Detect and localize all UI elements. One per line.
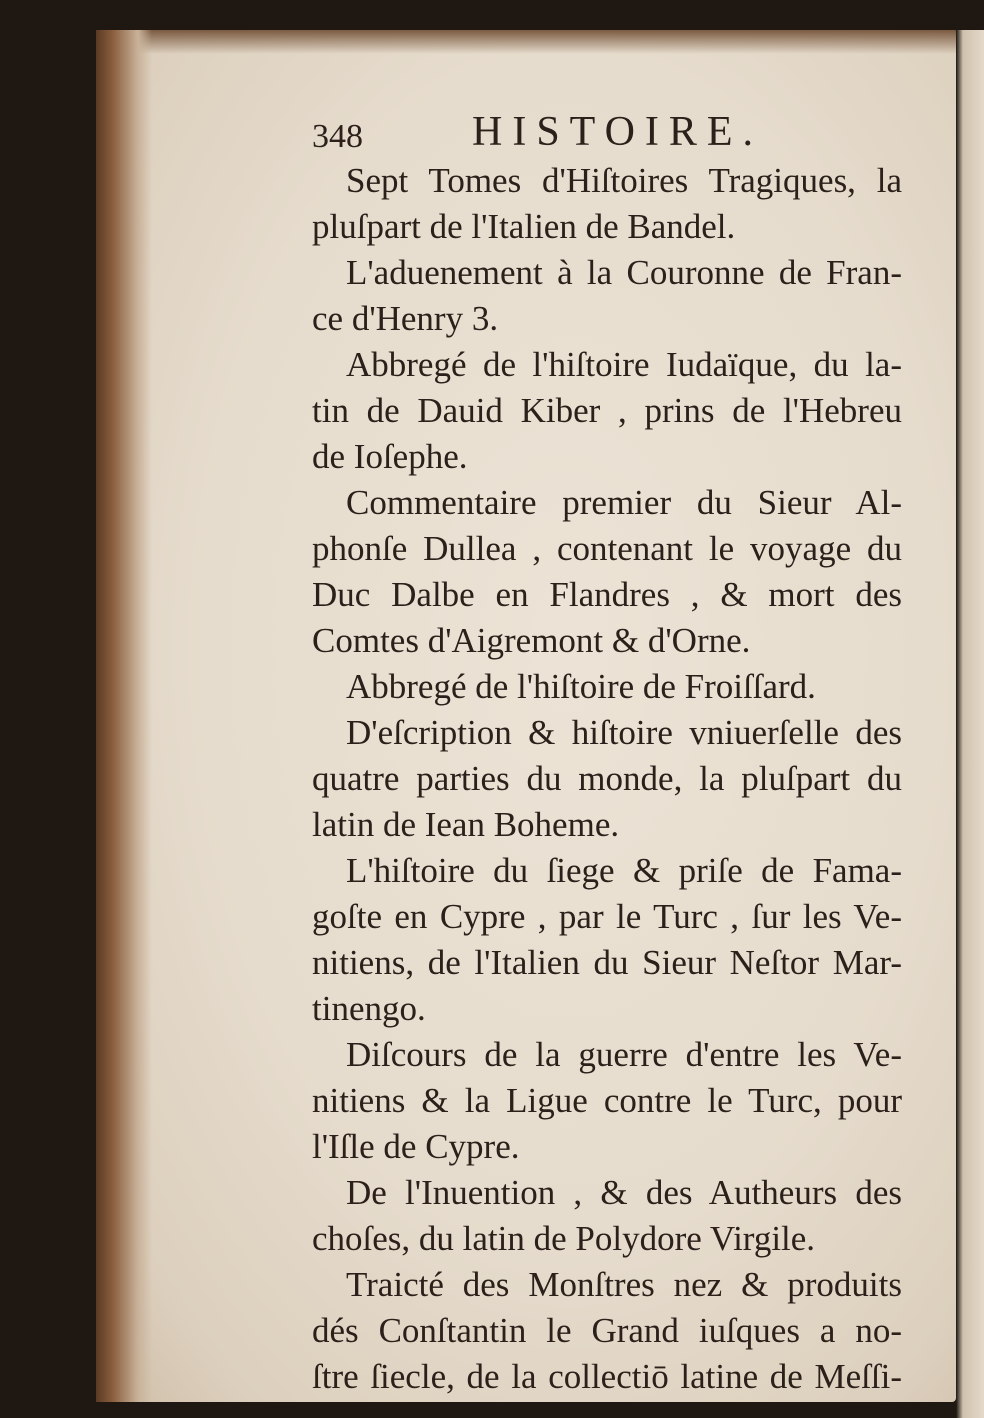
page-number: 348 bbox=[312, 118, 363, 155]
text-line: tin de Dauid Kiber , prins de l'Hebreu bbox=[312, 391, 902, 430]
page-top-shadow bbox=[96, 30, 956, 54]
facing-page-edge bbox=[956, 30, 984, 1418]
text-line: nitiens & la Ligue contre le Turc, pour bbox=[312, 1081, 902, 1120]
text-line: Comtes d'Aigremont & d'Orne. bbox=[312, 621, 751, 660]
text-line: Abbregé de l'hiſtoire Iudaïque, du la- bbox=[346, 345, 902, 384]
text-line: ce d'Henry 3. bbox=[312, 299, 499, 338]
text-line: Duc Dalbe en Flandres , & mort des bbox=[312, 575, 902, 614]
text-block bbox=[312, 158, 902, 1400]
text-line: Sept Tomes d'Hiſtoires Tragiques, la bbox=[346, 161, 902, 200]
text-line: phonſe Dullea , contenant le voyage du bbox=[312, 529, 902, 568]
page-header bbox=[312, 108, 912, 158]
running-head: HISTOIRE. bbox=[472, 109, 764, 155]
text-line: de Ioſephe. bbox=[312, 437, 468, 476]
text-line: L'aduenement à la Couronne de Fran- bbox=[346, 253, 902, 292]
text-line: nitiens, de l'Italien du Sieur Neſtor Mar- bbox=[312, 943, 902, 982]
text-line: choſes, du latin de Polydore Virgile. bbox=[312, 1219, 816, 1258]
text-line: D'eſcription & hiſtoire vniuerſelle des bbox=[346, 713, 902, 752]
text-line: De l'Inuention , & des Autheurs des bbox=[346, 1173, 902, 1212]
text-line: L'hiſtoire du ſiege & priſe de Fama- bbox=[346, 851, 902, 890]
text-line: ſtre ſiecle, de la collectiō latine de Meſſi- bbox=[312, 1357, 902, 1396]
text-line: tinengo. bbox=[312, 989, 426, 1028]
text-line: Diſcours de la guerre d'entre les Ve- bbox=[346, 1035, 902, 1074]
text-line: l'Iſle de Cypre. bbox=[312, 1127, 520, 1166]
text-line: Abbregé de l'hiſtoire de Froiſſard. bbox=[346, 667, 816, 706]
text-line: Commentaire premier du Sieur Al- bbox=[346, 483, 902, 522]
text-line: dés Conſtantin le Grand iuſques a no- bbox=[312, 1311, 902, 1350]
text-line: quatre parties du monde, la pluſpart du bbox=[312, 759, 902, 798]
text-line: Traicté des Monſtres nez & produits bbox=[346, 1265, 902, 1304]
binding-gutter bbox=[96, 30, 152, 1402]
text-line: latin de Iean Boheme. bbox=[312, 805, 620, 844]
text-line: pluſpart de l'Italien de Bandel. bbox=[312, 207, 736, 246]
text-line: goſte en Cypre , par le Turc , ſur les Ve- bbox=[312, 897, 902, 936]
